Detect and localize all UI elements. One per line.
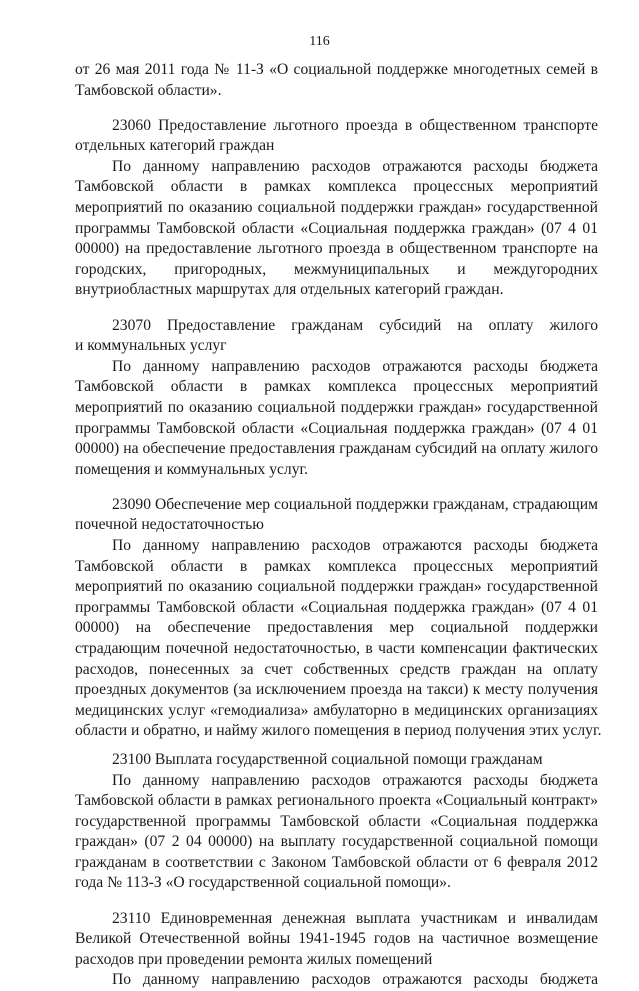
text-line: Тамбовской области». xyxy=(75,81,222,99)
text-line: По данному направлению расходов отражаются расходы бюджета xyxy=(112,536,598,554)
paragraph-continuation xyxy=(75,60,598,101)
heading-line: Великой Отечественной войны 1941-1945 годов на частичное возмещение xyxy=(75,930,598,948)
heading-line: и коммунальных услуг xyxy=(75,337,227,355)
text-line: Тамбовской области в рамках регионального проекта «Социальный контракт» xyxy=(75,792,598,810)
text-line: расходов, понесенных за счет собственных средств граждан на оплату xyxy=(75,660,598,678)
text-line: программы Тамбовской области «Социальная поддержка граждан» (07 4 01 xyxy=(75,219,598,237)
text-line: мероприятий по оказанию социальной поддержки граждан» государственной xyxy=(75,398,598,416)
text-line: Тамбовской области в рамках комплекса процессных мероприятий xyxy=(75,378,598,396)
text-line: области и обратно, и найму жилого помещения в период получения этих услуг. xyxy=(75,722,602,740)
text-line: помещения и коммунальных услуг. xyxy=(75,460,309,478)
heading-line: 23110 Единовременная денежная выплата участникам и инвалидам xyxy=(112,909,598,927)
section-heading-23110 xyxy=(75,909,598,971)
text-line: По данному направлению расходов отражаются расходы бюджета xyxy=(112,157,598,175)
section-body-23070 xyxy=(75,357,598,481)
text-line: государственной программы Тамбовской области «Социальная поддержка xyxy=(75,812,598,830)
text-line: 00000) на обеспечение предоставления мер социальной поддержки xyxy=(75,619,598,637)
text-line: проездных документов (за исключением проезда на такси) к месту получения xyxy=(75,681,598,699)
text-line: гражданам в соответствии с Законом Тамбовской области от 6 февраля 2012 xyxy=(75,853,598,871)
heading-line: отдельных категорий граждан xyxy=(75,137,275,155)
text-line: 00000) на обеспечение предоставления гражданам субсидий на оплату жилого xyxy=(75,440,598,458)
section-heading-23070 xyxy=(75,316,598,357)
page-number: 116 xyxy=(309,34,330,49)
text-line: По данному направлению расходов отражаются расходы бюджета xyxy=(112,771,598,789)
text-line: страдающим почечной недостаточностью, в части компенсации фактических xyxy=(75,639,598,657)
text-line: внутриобластных маршрутах для отдельных категорий граждан. xyxy=(75,281,504,299)
text-line: года № 113-З «О государственной социальной помощи». xyxy=(75,874,451,892)
section-body-23090 xyxy=(75,536,602,742)
heading-line: почечной недостаточностью xyxy=(75,516,264,534)
section-body-23100 xyxy=(75,771,598,895)
heading-line: 23090 Обеспечение мер социальной поддержки гражданам, страдающим xyxy=(112,495,598,513)
text-line: медицинских услуг «гемодиализа» амбулаторно в медицинских организациях xyxy=(75,701,598,719)
text-line: от 26 мая 2011 года № 11-З «О социальной поддержке многодетных семей в xyxy=(75,61,598,78)
heading-line: 23100 Выплата государственной социальной помощи гражданам xyxy=(112,750,543,768)
heading-line: расходов при проведении ремонта жилых помещений xyxy=(75,950,433,968)
text-line: 00000) на предоставление льготного проезда в общественном транспорте на xyxy=(75,240,598,258)
heading-line: 23060 Предоставление льготного проезда в общественном транспорте xyxy=(112,116,598,134)
text-line: Тамбовской области в рамках комплекса процессных мероприятий xyxy=(75,178,598,196)
section-heading-23100 xyxy=(75,750,598,771)
section-body-23060 xyxy=(75,157,598,301)
section-heading-23090 xyxy=(75,495,598,536)
section-body-23110 xyxy=(75,970,598,991)
text-line: мероприятий по оказанию социальной поддержки граждан» государственной xyxy=(75,578,598,596)
text-line: программы Тамбовской области «Социальная поддержка граждан» (07 4 01 xyxy=(75,598,598,616)
page-content xyxy=(75,60,602,991)
text-line: городских, пригородных, межмуниципальных и междугородних xyxy=(75,260,598,278)
text-line: По данному направлению расходов отражаются расходы бюджета xyxy=(112,357,598,375)
text-line: программы Тамбовской области «Социальная поддержка граждан» (07 4 01 xyxy=(75,419,598,437)
section-heading-23060 xyxy=(75,116,598,157)
heading-line: 23070 Предоставление гражданам субсидий на оплату жилого xyxy=(112,316,598,334)
text-line: мероприятий по оказанию социальной поддержки граждан» государственной xyxy=(75,199,598,217)
text-line: Тамбовской области в рамках комплекса процессных мероприятий xyxy=(75,557,598,575)
text-line: По данному направлению расходов отражаются расходы бюджета xyxy=(112,971,598,989)
text-line: граждан» (07 2 04 00000) на выплату государственной социальной помощи xyxy=(75,833,598,851)
